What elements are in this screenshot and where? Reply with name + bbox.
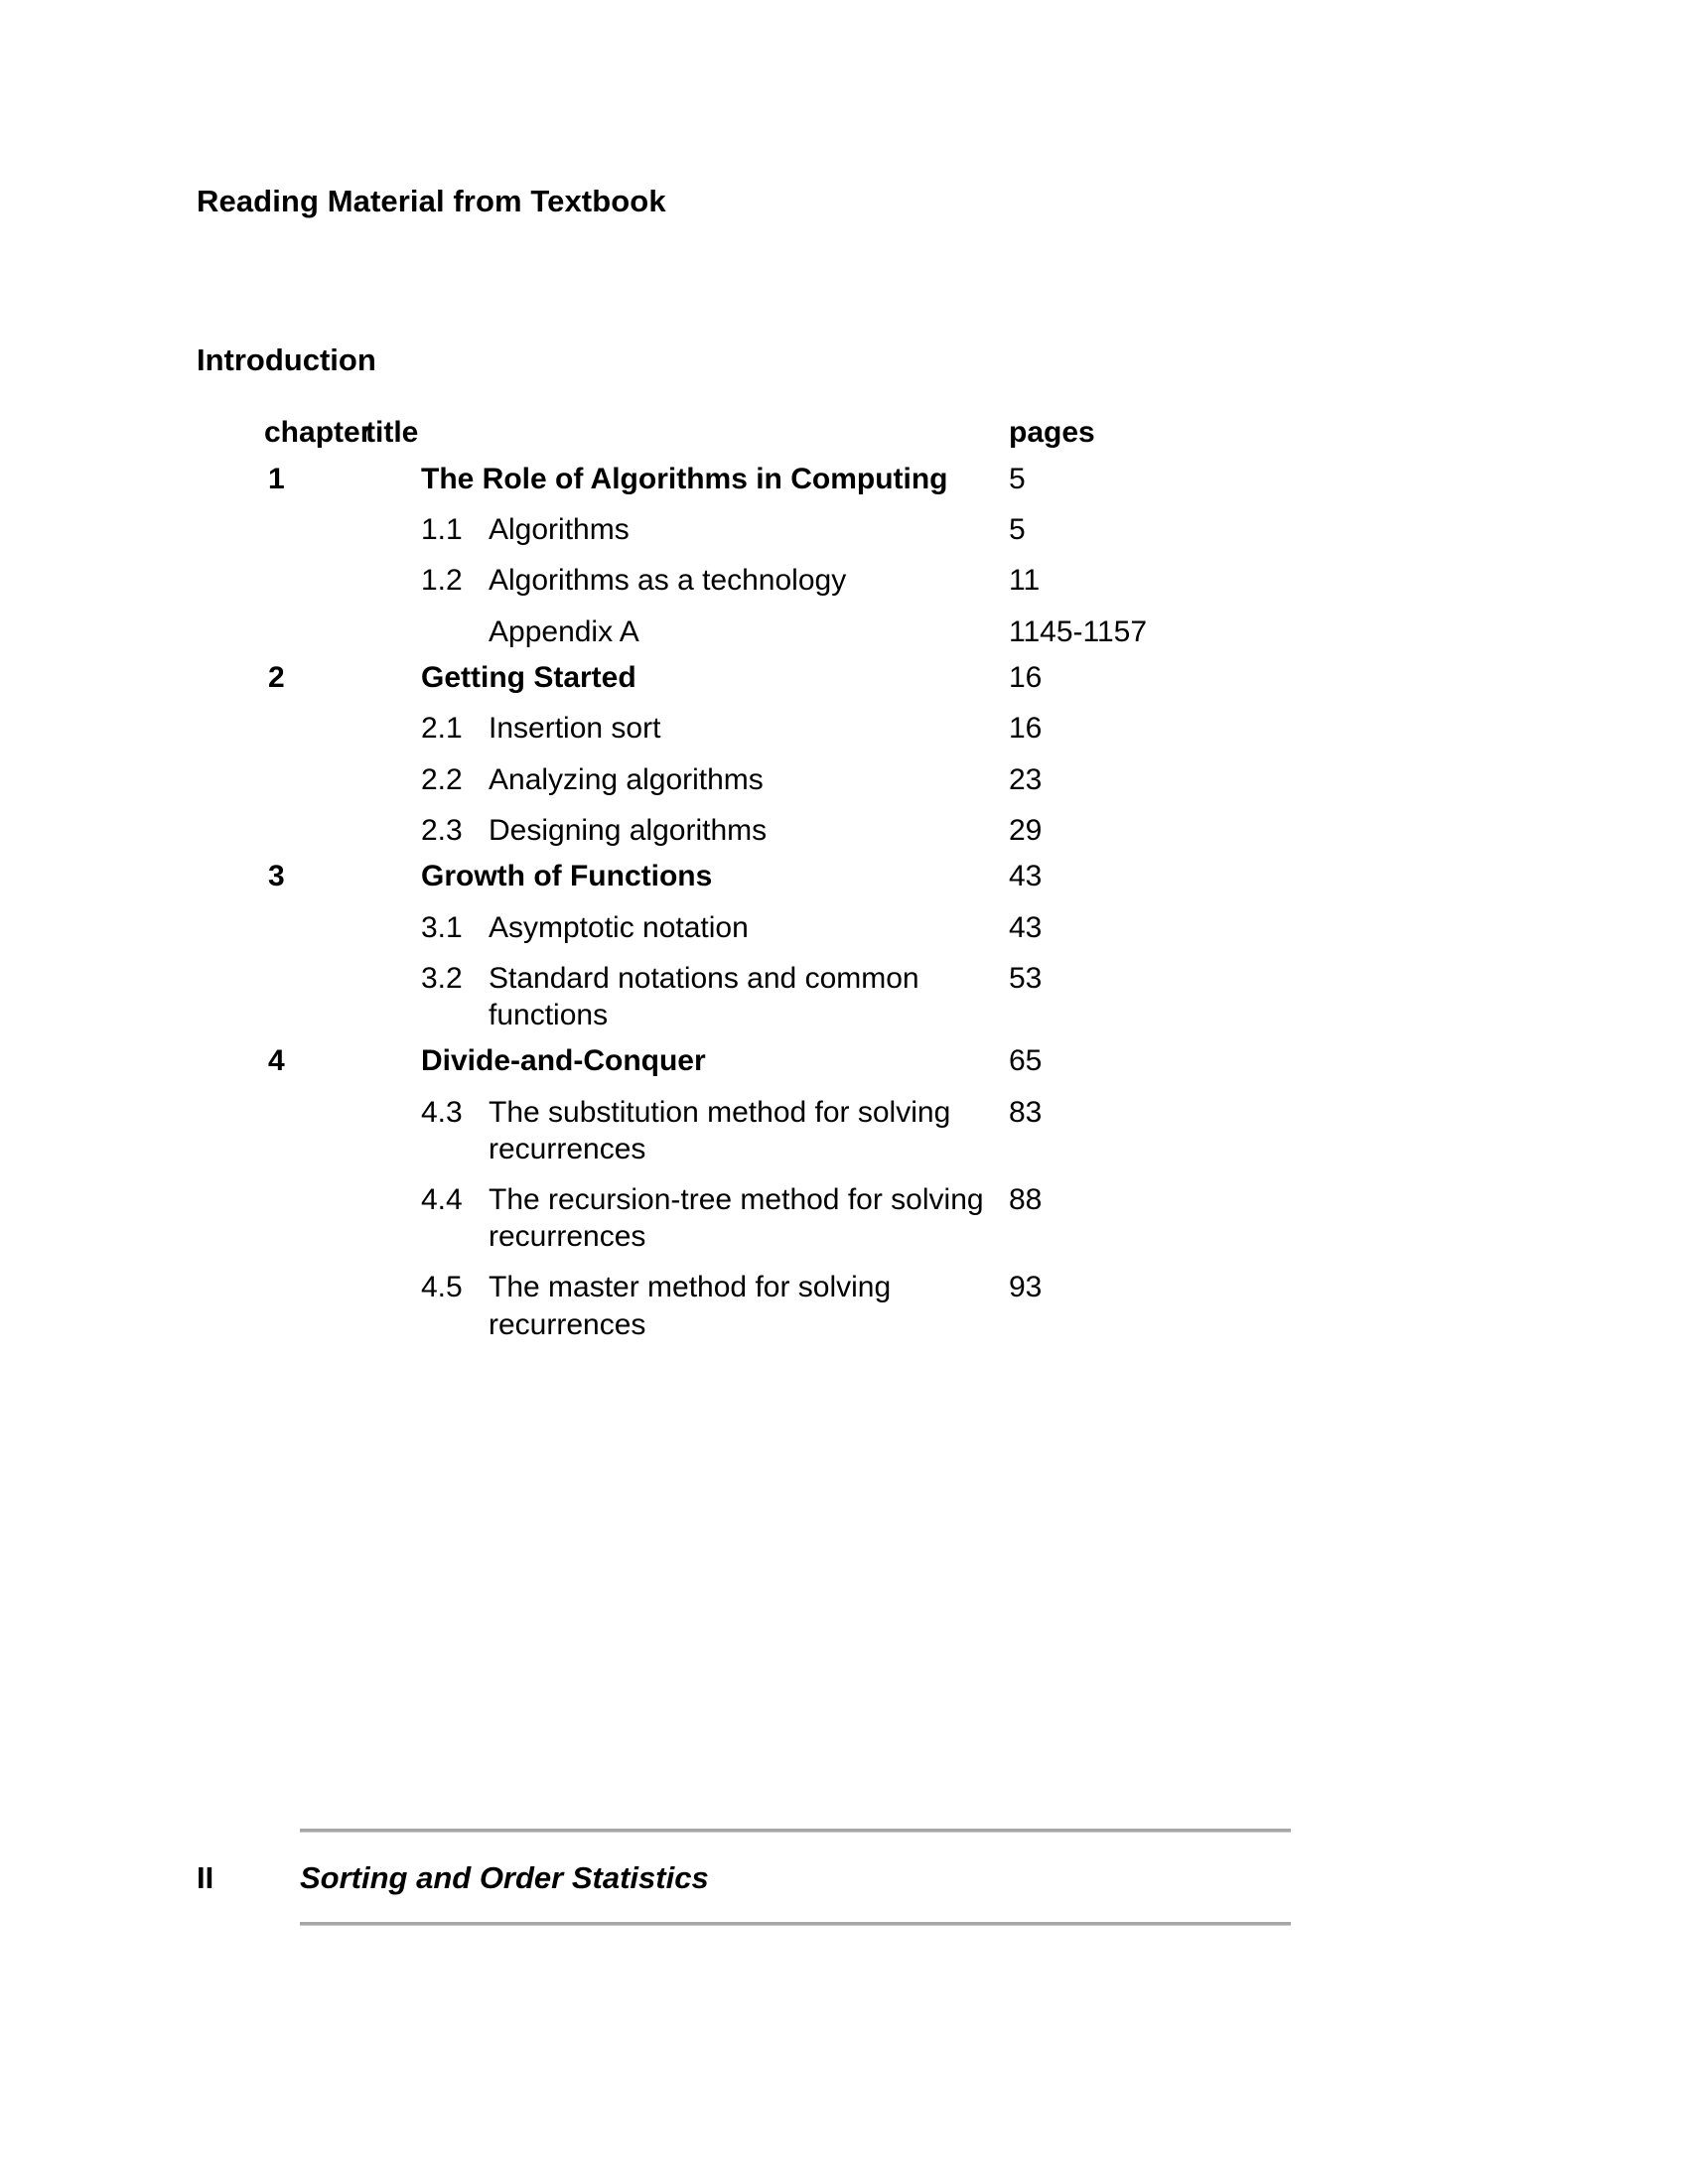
toc-section-title: The recursion-tree method for solving recurrences (489, 1183, 984, 1254)
toc-entry-title: The Role of Algorithms in Computing (421, 462, 948, 495)
toc-entry-title (365, 909, 1001, 946)
toc-section-number: 3.1 (421, 910, 463, 944)
part-separator-block (197, 1829, 1477, 1926)
toc-page-number: 11 (1009, 564, 1041, 598)
toc-row (197, 859, 1477, 895)
toc-row (197, 710, 1477, 747)
toc-section-number: 4.3 (421, 1095, 463, 1129)
toc-page-number: 5 (1009, 513, 1026, 547)
toc-header-chapter: chapter (264, 416, 372, 449)
toc-entry-title (365, 761, 1001, 798)
toc-section-number: 2.3 (421, 813, 463, 847)
toc-header-title: title (365, 416, 419, 449)
toc-page-number: 16 (1009, 660, 1043, 694)
table-of-contents (197, 415, 1477, 1343)
toc-section-title: Designing algorithms (489, 813, 768, 847)
toc-row (197, 1181, 1477, 1255)
toc-section-title: Algorithms (489, 513, 630, 547)
toc-page-number: 23 (1009, 762, 1043, 796)
toc-section-number: 2.2 (421, 762, 463, 796)
toc-section-number: 4.5 (421, 1271, 463, 1304)
toc-section-number: 4.4 (421, 1183, 463, 1217)
toc-page-number: 5 (1009, 462, 1026, 495)
toc-section-number: 2.1 (421, 712, 463, 746)
toc-row (197, 909, 1477, 946)
section-heading-introduction: Introduction (197, 342, 376, 377)
toc-page-number: 16 (1009, 712, 1043, 746)
toc-section-number: 3.2 (421, 961, 463, 995)
toc-row (197, 761, 1477, 798)
toc-row (197, 660, 1477, 697)
toc-row (197, 462, 1477, 498)
toc-entry-title: Growth of Functions (421, 859, 713, 892)
toc-entry-title (365, 710, 1001, 747)
toc-entry-title (365, 812, 1001, 849)
toc-entry-title (365, 1269, 1001, 1342)
toc-section-title: The master method for solving recurrences (489, 1271, 892, 1341)
toc-entry-title: Divide-and-Conquer (421, 1044, 706, 1078)
toc-section-title: Analyzing algorithms (489, 762, 764, 796)
toc-section-number: 1.2 (421, 564, 463, 598)
toc-page-number: 65 (1009, 1044, 1043, 1078)
toc-entry-title (365, 1094, 1001, 1167)
toc-chapter-number: 3 (268, 859, 285, 892)
toc-page-number: 29 (1009, 813, 1043, 847)
toc-section-title: Appendix A (489, 614, 639, 648)
toc-row (197, 1043, 1477, 1080)
toc-page-number: 1145-1157 (1009, 614, 1148, 648)
toc-entry-title (365, 1181, 1001, 1255)
toc-section-title: Standard notations and common functions (489, 961, 919, 1031)
page-title: Reading Material from Textbook (197, 184, 666, 218)
toc-entry-title (365, 960, 1001, 1033)
toc-page-number: 83 (1009, 1095, 1043, 1129)
toc-page-number: 43 (1009, 859, 1043, 892)
toc-row (197, 812, 1477, 849)
toc-row (197, 614, 1477, 650)
toc-row (197, 562, 1477, 599)
toc-row (197, 511, 1477, 548)
part-rule-bottom (300, 1922, 1291, 1926)
toc-section-title: Asymptotic notation (489, 910, 749, 944)
toc-chapter-number: 4 (268, 1044, 285, 1078)
toc-row (197, 960, 1477, 1033)
toc-page-number: 93 (1009, 1271, 1043, 1304)
toc-entry-title: Getting Started (421, 660, 636, 694)
toc-body (197, 462, 1477, 1343)
toc-row (197, 1269, 1477, 1342)
toc-page-number: 88 (1009, 1183, 1043, 1217)
part-title: Sorting and Order Statistics (300, 1860, 709, 1895)
part-numeral: II (197, 1860, 214, 1895)
toc-section-title: Insertion sort (489, 712, 661, 746)
toc-chapter-number: 1 (268, 462, 285, 495)
toc-header-row (197, 415, 1477, 452)
toc-page-number: 43 (1009, 910, 1043, 944)
part-heading-row (197, 1833, 1477, 1922)
toc-chapter-number: 2 (268, 660, 285, 694)
toc-header-pages: pages (1009, 416, 1095, 449)
toc-section-number: 1.1 (421, 513, 463, 547)
toc-row (197, 1094, 1477, 1167)
toc-entry-title (365, 614, 1001, 650)
toc-section-title: The substitution method for solving recurrences (489, 1095, 951, 1165)
toc-entry-title (365, 511, 1001, 548)
toc-page-number: 53 (1009, 961, 1043, 995)
toc-section-title: Algorithms as a technology (489, 564, 847, 598)
toc-entry-title (365, 562, 1001, 599)
